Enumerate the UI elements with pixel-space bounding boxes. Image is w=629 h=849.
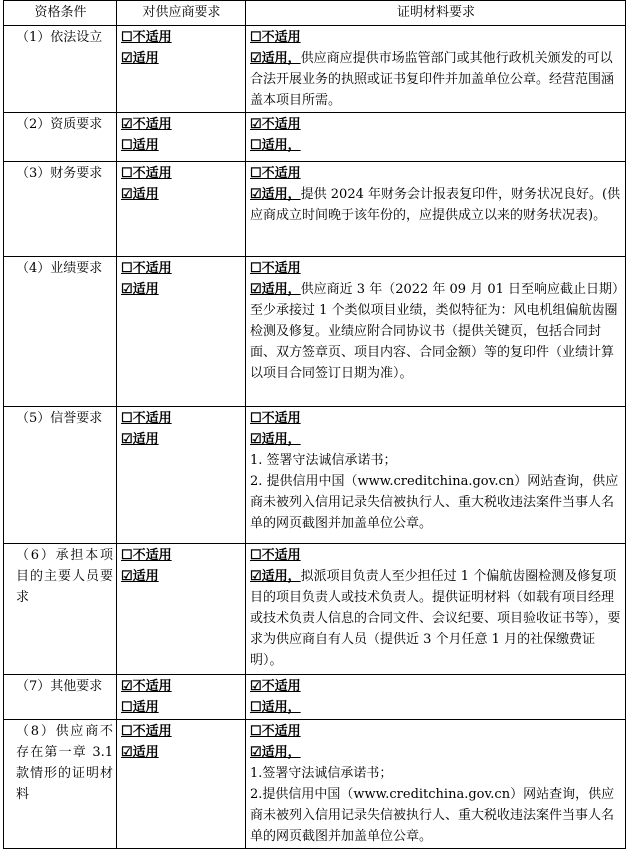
supplier-requirement-cell <box>117 720 246 849</box>
checkbox-option: ☑适用， <box>250 569 301 584</box>
table-row <box>4 544 626 675</box>
table-row <box>4 26 626 113</box>
checkbox-option: ☑适用， <box>250 51 301 66</box>
checkbox-option: ☐不适用 <box>121 411 172 426</box>
checkbox-option: ☑不适用 <box>250 117 301 132</box>
table-row <box>4 257 626 407</box>
table-row <box>4 113 626 162</box>
condition-cell: （7）其他要求 <box>4 675 117 720</box>
evidence-requirement-cell <box>246 162 626 257</box>
condition-cell: （2）资质要求 <box>4 113 117 162</box>
checkbox-option: ☑适用 <box>121 187 159 202</box>
checkbox-option: ☐适用 <box>121 138 159 153</box>
evidence-text: 1.签署守法诚信承诺书； <box>250 766 393 781</box>
condition-cell: （5）信誉要求 <box>4 407 117 544</box>
condition-cell: （3）财务要求 <box>4 162 117 257</box>
supplier-requirement-cell <box>117 257 246 407</box>
header-evidence-requirement: 证明材料要求 <box>246 1 626 26</box>
table-header-row <box>4 1 626 26</box>
checkbox-option: ☑适用， <box>250 432 301 447</box>
condition-cell: （8）供应商不存在第一章 3.1 款情形的证明材料 <box>4 720 117 849</box>
checkbox-option: ☐不适用 <box>121 548 172 563</box>
evidence-applicable-line <box>250 48 622 111</box>
checkbox-option: ☐不适用 <box>121 30 172 45</box>
checkbox-option: ☐不适用 <box>250 411 301 426</box>
checkbox-option: ☑适用 <box>121 432 159 447</box>
supplier-requirement-cell <box>117 26 246 113</box>
checkbox-option: ☐不适用 <box>250 261 301 276</box>
checkbox-option: ☐不适用 <box>250 548 301 563</box>
checkbox-option: ☑适用 <box>121 569 159 584</box>
evidence-text: 提供 2024 年财务会计报表复印件，财务状况良好。(供应商成立时间晚于该年份的，应提供成立以来的财务状况表)。 <box>250 187 621 223</box>
checkbox-option: ☐不适用 <box>250 724 301 739</box>
evidence-applicable-line <box>250 697 622 718</box>
checkbox-option: ☐适用， <box>250 700 301 715</box>
checkbox-option: ☑适用， <box>250 745 301 760</box>
checkbox-option: ☐不适用 <box>121 261 172 276</box>
evidence-applicable-line <box>250 279 622 384</box>
evidence-text: 供应商应提供市场监管部门或其他行政机关颁发的可以合法开展业务的执照或证书复印件并加盖单位公章。经营范围涵盖本项目所需。 <box>250 51 615 108</box>
evidence-text: 2. 提供信用中国（www.creditchina.gov.cn）网站查询，供应商未被列入信用记录失信被执行人、重大税收违法案件当事人名单的网页截图并加盖单位公章。 <box>250 474 619 531</box>
header-supplier-requirement: 对供应商要求 <box>117 1 246 26</box>
supplier-requirement-cell <box>117 113 246 162</box>
checkbox-option: ☐不适用 <box>121 166 172 181</box>
checkbox-option: ☑适用 <box>121 282 159 297</box>
checkbox-option: ☑适用 <box>121 745 159 760</box>
checkbox-option: ☐不适用 <box>121 724 172 739</box>
evidence-requirement-cell <box>246 407 626 544</box>
checkbox-option: ☐不适用 <box>250 166 301 181</box>
supplier-requirement-cell <box>117 162 246 257</box>
checkbox-option: ☑适用， <box>250 282 301 297</box>
evidence-requirement-cell <box>246 720 626 849</box>
evidence-requirement-cell <box>246 257 626 407</box>
header-condition: 资格条件 <box>4 1 117 26</box>
supplier-requirement-cell <box>117 407 246 544</box>
checkbox-option: ☐适用 <box>121 700 159 715</box>
evidence-text: 供应商近 3 年（2022 年 09 月 01 日至响应截止日期）至少承接过 1 个类似项目业绩，类似特征为：风电机组偏航齿圈检测及修复。业绩应附合同协议书（提供关键页，包括合同封面、双方签章页、项目内容、合同金额）等的复印件（业绩计算以项目合同签订日期为准）。 <box>250 282 619 381</box>
supplier-requirement-cell <box>117 675 246 720</box>
checkbox-option: ☐适用， <box>250 138 301 153</box>
evidence-text: 2.提供信用中国（www.creditchina.gov.cn）网站查询，供应商未被列入信用记录失信被执行人、重大税收违法案件当事人名单的网页截图并加盖单位公章。 <box>250 787 615 844</box>
checkbox-option: ☐不适用 <box>250 30 301 45</box>
condition-cell: （4）业绩要求 <box>4 257 117 407</box>
evidence-requirement-cell <box>246 113 626 162</box>
qualification-table <box>3 0 626 849</box>
evidence-requirement-cell <box>246 675 626 720</box>
condition-cell: （6）承担本项目的主要人员要求 <box>4 544 117 675</box>
checkbox-option: ☑适用， <box>250 187 301 202</box>
evidence-requirement-cell <box>246 26 626 113</box>
table-row <box>4 407 626 544</box>
checkbox-option: ☑不适用 <box>121 117 172 132</box>
condition-cell: （1）依法设立 <box>4 26 117 113</box>
supplier-requirement-cell <box>117 544 246 675</box>
evidence-text: 拟派项目负责人至少担任过 1 个偏航齿圈检测及修复项目的项目负责人或技术负责人。提供证明材料（如载有项目经理或技术负责人信息的合同文件、会议纪要、项目验收证书等），要求为供应商自有人员（提供近 3 个月任意 1 月的社保缴费证明）。 <box>250 569 621 668</box>
evidence-applicable-line <box>250 135 622 156</box>
checkbox-option: ☑不适用 <box>121 679 172 694</box>
evidence-applicable-line <box>250 429 622 450</box>
checkbox-option: ☑不适用 <box>250 679 301 694</box>
table-row <box>4 162 626 257</box>
evidence-requirement-cell <box>246 544 626 675</box>
table-row <box>4 720 626 849</box>
evidence-applicable-line <box>250 566 622 671</box>
evidence-applicable-line <box>250 184 622 226</box>
evidence-applicable-line <box>250 742 622 763</box>
evidence-text: 1. 签署守法诚信承诺书； <box>250 453 397 468</box>
table-row <box>4 675 626 720</box>
checkbox-option: ☑适用 <box>121 51 159 66</box>
